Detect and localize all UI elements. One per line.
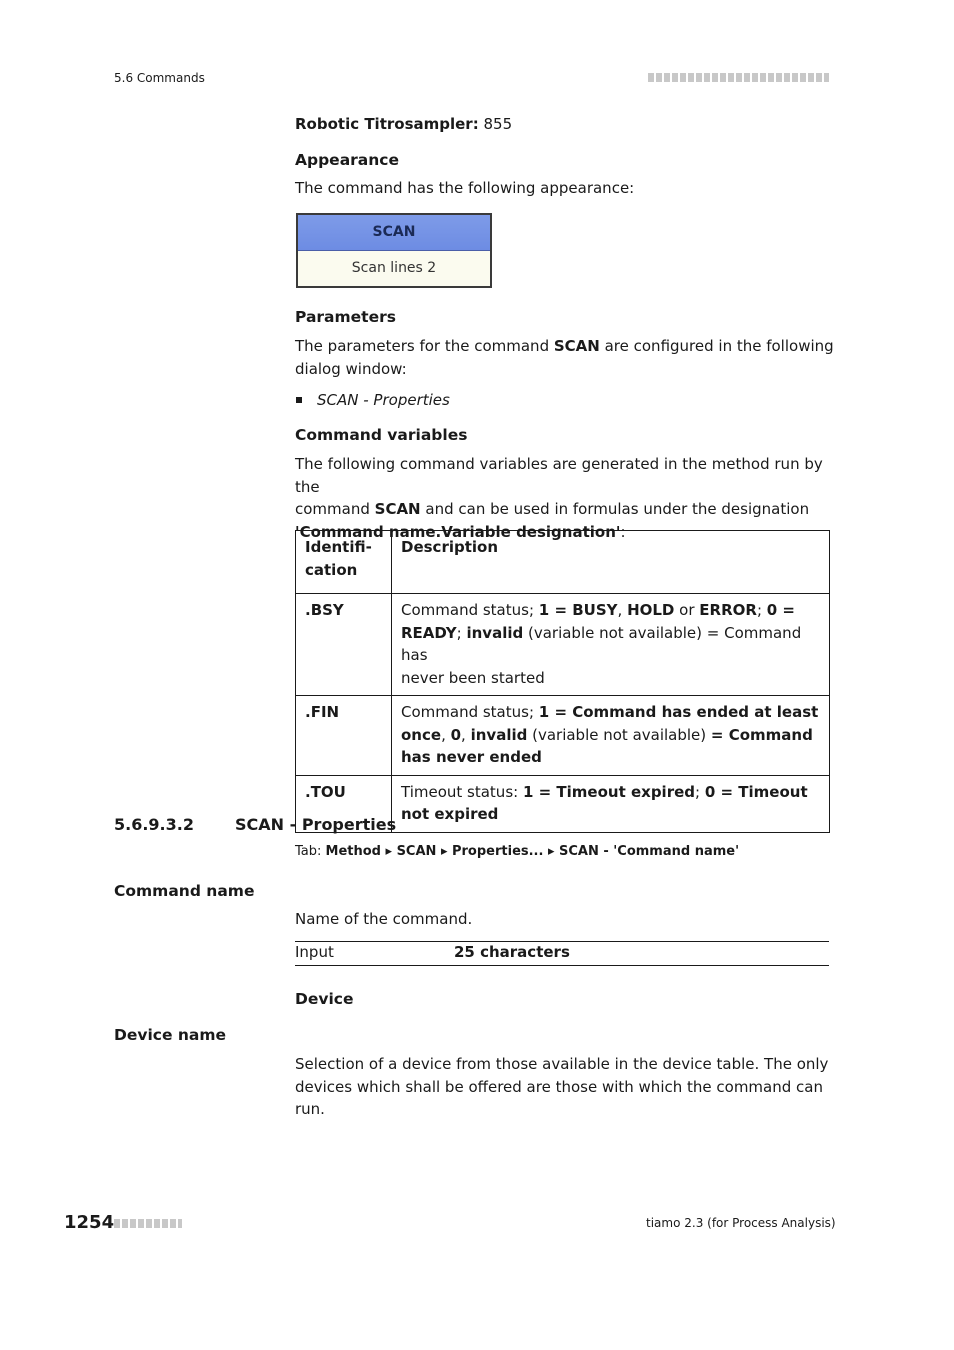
header-identification-a: Identifi- [305, 538, 372, 556]
desc-bold: = Command [710, 725, 813, 744]
cmdvars-line2c: and can be used in formulas under the designation [420, 500, 810, 518]
desc-text: (variable not available) = Command has [401, 623, 802, 664]
parameters-bullet-link[interactable] [317, 389, 450, 412]
desc-bold: has never ended [401, 748, 542, 766]
desc-text: Command status; [401, 703, 539, 721]
footer-product: tiamo 2.3 (for Process Analysis) [646, 1216, 836, 1230]
tab-path [295, 844, 739, 859]
device-line2: devices which shall be offered are those with which the command can [295, 1077, 823, 1096]
robotic-line [295, 113, 512, 136]
device-name-heading: Device name [114, 1026, 227, 1044]
desc-text: , [441, 725, 451, 744]
variable-description [392, 696, 830, 776]
header-decoration-dots [648, 73, 829, 82]
parameters-text-a: The parameters for the command [295, 337, 554, 355]
cmdvars-designation: 'Command name.Variable designation' [295, 522, 621, 541]
footer-decoration-dots [114, 1219, 182, 1228]
command-name-heading: Command name [114, 882, 255, 900]
scan-command-appearance [296, 213, 492, 288]
bullet-icon [296, 397, 302, 403]
appearance-text: The command has the following appearance: [295, 179, 635, 197]
table-header-row [296, 531, 830, 594]
desc-text: , [461, 725, 471, 744]
section-title: SCAN - Properties [235, 815, 397, 834]
robotic-value: 855 [483, 115, 513, 133]
parameters-text-scan: SCAN [553, 337, 600, 355]
desc-bold: ERROR [699, 601, 757, 619]
input-label: Input [295, 943, 334, 961]
desc-text: never been started [401, 668, 545, 687]
device-line3: run. [295, 1100, 325, 1118]
desc-bold: not expired [401, 805, 499, 823]
desc-bold: READY [401, 623, 457, 642]
table-row [296, 594, 830, 696]
desc-text: Command status; [401, 601, 539, 619]
parameters-text-c: are configured in the following [599, 337, 834, 355]
running-header-section: 5.6 Commands [114, 71, 205, 85]
device-line1: Selection of a device from those available in the device table. The only [295, 1055, 829, 1073]
device-heading: Device [295, 990, 354, 1008]
variable-id: .BSY [296, 594, 392, 696]
variable-id: .TOU [296, 775, 392, 832]
command-name-text: Name of the command. [295, 910, 473, 928]
desc-bold: invalid [466, 623, 524, 642]
command-variables-table [295, 530, 830, 833]
desc-bold: 0 = Timeout [704, 782, 808, 801]
cmdvars-line1: The following command variables are generated in the method run by the [295, 455, 823, 496]
scan-command-title: SCAN [298, 215, 490, 251]
desc-text: ; [456, 623, 467, 642]
tab-path-breadcrumb: Method ▸ SCAN ▸ Properties... ▸ SCAN - 'Command name' [325, 844, 740, 859]
desc-bold: once [401, 725, 442, 744]
header-identification-b: cation [305, 560, 358, 579]
tab-path-prefix: Tab: [295, 844, 326, 859]
desc-bold: invalid [470, 725, 528, 744]
variable-description [392, 775, 830, 832]
desc-text: Timeout status: [401, 782, 523, 801]
cmdvars-line2a: command [295, 500, 375, 518]
table-header-description: Description [392, 531, 830, 594]
command-variables-heading: Command variables [295, 426, 468, 444]
command-name-input-row [295, 941, 829, 966]
device-name-text [295, 1053, 835, 1121]
cmdvars-colon: : [620, 522, 626, 541]
parameters-text [295, 335, 835, 380]
appearance-heading: Appearance [295, 151, 399, 169]
desc-text: ; [756, 601, 767, 619]
table-header-identification [296, 531, 392, 594]
cmdvars-scan: SCAN [374, 500, 421, 518]
input-value: 25 characters [454, 943, 570, 961]
desc-text: ; [695, 782, 705, 801]
parameters-bullet-text: SCAN - Properties [317, 391, 450, 409]
desc-bold: 1 = BUSY [538, 601, 618, 619]
desc-text: , [617, 601, 628, 619]
section-number: 5.6.9.3.2 [114, 815, 194, 834]
table-row [296, 696, 830, 776]
variable-description [392, 594, 830, 696]
desc-bold: HOLD [627, 601, 675, 619]
scan-command-subtitle: Scan lines 2 [298, 251, 490, 286]
desc-text: or [674, 601, 700, 619]
desc-bold: 1 = Timeout expired [522, 782, 696, 801]
desc-bold: 1 = Command has ended at least [538, 703, 819, 721]
variable-id: .FIN [296, 696, 392, 776]
parameters-heading: Parameters [295, 308, 396, 326]
robotic-label: Robotic Titrosampler: [295, 115, 479, 133]
page-number: 1254 [64, 1212, 115, 1233]
parameters-text-d: dialog window: [295, 359, 407, 378]
desc-bold: 0 [450, 725, 462, 744]
desc-bold: 0 = [766, 601, 795, 619]
desc-text: (variable not available) [527, 725, 711, 744]
